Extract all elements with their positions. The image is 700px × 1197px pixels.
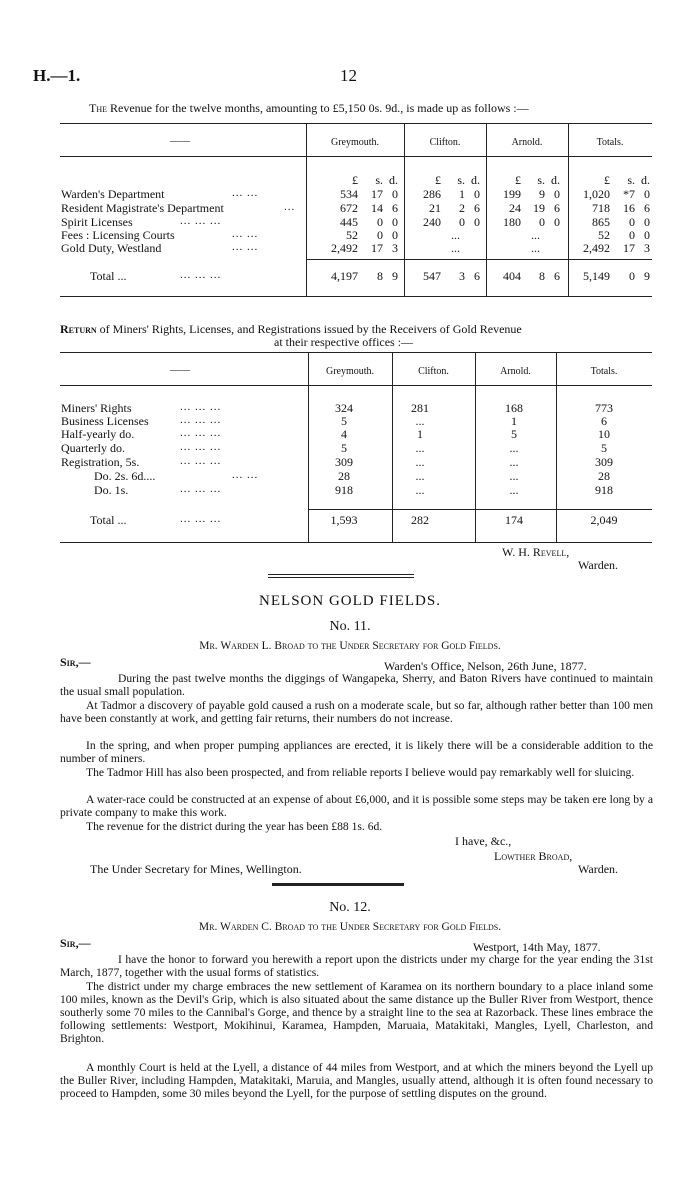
revell-signature: W. H. Revell, [502,545,570,559]
revenue-unit-label: £ [352,173,358,187]
miners-col-rule-2 [392,352,393,542]
revenue-cell: 17 [371,241,383,255]
no11-signer: Lowther Broad, [494,849,573,863]
miners-cell: ... [415,414,425,428]
miners-row-dots: ... ... ... [180,427,222,439]
revenue-cell: 52 [346,228,358,242]
revenue-total-rule [306,259,652,260]
miners-cell: 5 [511,427,517,441]
miners-cell: 10 [598,427,610,441]
document-reference: H.—1. [33,66,81,85]
miners-row-dots: ... ... ... [180,483,222,495]
revenue-cell: 9 [539,187,545,201]
revenue-total-dots: ... ... ... [180,269,222,281]
nelson-gold-fields-heading: NELSON GOLD FIELDS. [259,593,441,609]
revenue-cell: 0 [554,187,560,201]
miners-cell: 773 [595,401,613,415]
revenue-cell: 19 [533,201,545,215]
miners-col-clifton: Clifton. [418,366,449,377]
revenue-unit-label: d. [471,173,480,187]
revenue-row-label: Spirit Licenses [61,215,133,229]
revenue-total-cell: 0 [629,269,635,283]
revenue-cell: 0 [377,228,383,242]
miners-row-label: Business Licenses [61,414,149,428]
miners-cell: 918 [595,483,613,497]
revenue-cell: 2,492 [331,241,358,255]
no11-paragraph: The Tadmor Hill has also been prospected, and from reliable reports I believe would pay remarkably well for sluicing. [86,766,635,779]
miners-table-top-rule [60,352,652,353]
revenue-cell: ... [451,241,460,255]
revenue-unit-label: d. [551,173,560,187]
section-divider [268,577,414,578]
no11-signer-title: Warden. [578,862,619,876]
letter-divider [272,883,404,886]
revenue-row-label: Warden's Department [61,187,165,201]
page-number: 12 [340,66,357,85]
revenue-cell: 865 [592,215,610,229]
revenue-unit-label: s. [375,173,383,187]
no12-salutation: Sir,— [60,936,91,950]
revenue-cell: ... [451,228,460,242]
no11-paragraph: At Tadmor a discovery of payable gold caused a rush on a moderate scale, but so far, although rather better than 100 men have been constantly at work, and getting fair returns, their numbers do not increase. [60,699,653,725]
revenue-total-cell: 4,197 [331,269,358,283]
no12-dateline: Westport, 14th May, 1877. [473,940,601,954]
miners-row-label: Registration, 5s. [61,455,140,469]
no11-paragraph: In the spring, and when proper pumping appliances are erected, it is likely there will be a considerable addition to the number of miners. [60,739,653,765]
revenue-cell: 0 [392,215,398,229]
revenue-row-label: Resident Magistrate's Department [61,201,224,215]
revenue-cell: 24 [509,201,521,215]
revenue-cell: 1 [459,187,465,201]
revenue-cell: *7 [623,187,635,201]
miners-total-dots: ... ... ... [180,513,222,525]
revenue-total-cell: 547 [423,269,441,283]
no12-paragraph: A monthly Court is held at the Lyell, a distance of 44 miles from Westport, and at which the miners beyond the Lyell up the Buller River, including Hampden, Matakitaki, Maruia, and Mangles, usually attend, although it is often found necessary to proceed to Hampden, some 30 miles beyond the Lyell, for the purpose of settling disputes on the ground. [60,1061,653,1100]
revenue-cell: 199 [503,187,521,201]
revenue-cell: 445 [340,215,358,229]
miners-total-label: Total ... [90,513,127,527]
miners-col-totals: Totals. [590,366,618,377]
revenue-unit-label: d. [389,173,398,187]
miners-cell: ... [415,441,425,455]
miners-cell: 309 [335,455,353,469]
miners-total-cell: 282 [411,513,429,527]
miners-cell: ... [509,469,519,483]
revenue-intro [89,101,529,116]
miners-cell: ... [415,469,425,483]
revenue-row-dots: ... ... [232,228,259,240]
revenue-cell: 2 [459,201,465,215]
revenue-row-label: Fees : Licensing Courts [61,228,175,242]
miners-return-title-lead: Return [60,322,97,336]
miners-total-cell: 2,049 [590,513,618,527]
revell-title: Warden. [578,558,619,572]
revenue-unit-label: s. [627,173,635,187]
miners-cell: 5 [601,441,607,455]
revenue-intro-lead: The [89,101,107,115]
revenue-cell: 1,020 [583,187,610,201]
miners-header-rule [60,385,652,386]
miners-cell: ... [415,483,425,497]
revenue-cell: 0 [554,215,560,229]
revenue-cell: 16 [623,201,635,215]
miners-total-cell: 174 [505,513,523,527]
revenue-cell: 0 [474,187,480,201]
revenue-cell: 534 [340,187,358,201]
revenue-table-bottom-rule [60,296,652,297]
revenue-cell: 3 [392,241,398,255]
miners-cell: 4 [341,427,347,441]
no11-from-line: Mr. Warden L. Broad to the Under Secretary for Gold Fields. [199,640,501,652]
revenue-intro-text: Revenue for the twelve months, amounting to £5,150 0s. 9d., is made up as follows :— [107,101,529,115]
no11-salutation: Sir,— [60,655,91,669]
miners-cell: ... [509,483,519,497]
miners-cell: ... [509,441,519,455]
revenue-cell: 180 [503,215,521,229]
miners-cell: 281 [411,401,429,415]
miners-cell: 918 [335,483,353,497]
miners-row-dots: ... ... ... [180,401,222,413]
miners-cell: 168 [505,401,523,415]
revenue-cell: 6 [644,201,650,215]
revenue-row-dots: ... ... [232,187,259,199]
revenue-total-cell: 3 [459,269,465,283]
revenue-total-cell: 8 [539,269,545,283]
miners-cell: 5 [341,414,347,428]
revenue-cell: 0 [474,215,480,229]
miners-col-arnold: Arnold. [500,366,531,377]
miners-row-label: Miners' Rights [61,401,132,415]
revenue-cell: 0 [459,215,465,229]
miners-col-greymouth: Greymouth. [325,366,375,377]
miners-row-dots: ... ... ... [180,455,222,467]
miners-cell: 6 [601,414,607,428]
revenue-total-cell: 404 [503,269,521,283]
miners-cell: 28 [338,469,350,483]
revenue-cell: 21 [429,201,441,215]
section-divider [268,574,414,575]
miners-table-bottom-rule [60,542,652,543]
miners-cell: 309 [595,455,613,469]
miners-cell: ... [415,455,425,469]
no11-paragraph: The revenue for the district during the year has been £88 1s. 6d. [86,820,383,833]
miners-cell: ... [509,455,519,469]
miners-col-dash: —— [170,365,190,376]
revenue-col-clifton: Clifton. [429,137,461,148]
no11-recipient: The Under Secretary for Mines, Wellington. [90,862,302,876]
revenue-col-arnold: Arnold. [511,137,543,148]
no11-paragraph: During the past twelve months the diggings of Wangapeka, Sherry, and Baton Rivers have continued to maintain the usual small population. [60,672,653,698]
revenue-unit-label: £ [604,173,610,187]
revenue-table-top-rule [60,123,652,124]
revenue-col-rule-1 [306,123,307,296]
revenue-cell: 0 [539,215,545,229]
miners-row-label: Do. 1s. [94,483,129,497]
revenue-row-dots: ... ... ... [180,215,222,227]
revenue-cell: 17 [371,187,383,201]
revenue-cell: ... [531,241,540,255]
miners-return-title-line1: of Miners' Rights, Licenses, and Registrations issued by the Receivers of Gold Revenue [96,322,522,336]
no11-paragraph: A water-race could be constructed at an expense of about £6,000, and it is possible some steps may be taken ere long by a private company to make this work. [60,793,653,819]
revenue-cell: 286 [423,187,441,201]
revenue-unit-label: £ [435,173,441,187]
miners-cell: 1 [417,427,423,441]
revenue-col-dash: —— [170,136,190,147]
no12-paragraph: I have the honor to forward you herewith a report upon the districts under my charge for the year ending the 31st March, 1877, together with the usual forms of statistics. [60,953,653,979]
revenue-total-cell: 8 [377,269,383,283]
revenue-cell: 2,492 [583,241,610,255]
revenue-cell: 672 [340,201,358,215]
revenue-col-rule-4 [568,123,569,296]
revenue-unit-label: s. [537,173,545,187]
no12-number: No. 12. [329,900,371,915]
miners-cell: 5 [341,441,347,455]
miners-row-label: Quarterly do. [61,441,125,455]
revenue-cell: 0 [644,228,650,242]
revenue-cell: 0 [629,215,635,229]
revenue-col-greymouth: Greymouth. [330,137,380,148]
no12-from-line: Mr. Warden C. Broad to the Under Secretary for Gold Fields. [198,921,502,933]
revenue-cell: 0 [392,187,398,201]
revenue-cell: 52 [598,228,610,242]
revenue-col-totals: Totals. [596,137,624,148]
miners-total-rule [308,509,652,510]
revenue-row-dots: ... [284,201,296,213]
revenue-total-cell: 6 [554,269,560,283]
revenue-total-cell: 5,149 [583,269,610,283]
revenue-cell: 240 [423,215,441,229]
no11-number: No. 11. [329,619,371,634]
revenue-header-rule [60,156,652,157]
no12-paragraph: The district under my charge embraces the new settlement of Karamea on its northern boundary to a place inland some 100 miles, known as the Devil's Grip, which is also situated about the same distance up the Buller River from Westport, thence southerly some 70 miles to the Cannibal's Gorge, and thence by a straight line to the sea at Razorback. These lines embrace the following settlements: Westport, Mokihinui, Karamea, Hampden, Maruaia, Matakitaki, Mangles, Lyell, Charleston, and Brighton. [60,980,653,1045]
revenue-cell: 3 [644,241,650,255]
revenue-unit-label: s. [457,173,465,187]
revenue-total-cell: 9 [644,269,650,283]
revenue-cell: 0 [629,228,635,242]
revenue-unit-label: d. [641,173,650,187]
revenue-cell: 0 [377,215,383,229]
revenue-row-label: Gold Duty, Westland [61,241,162,255]
revenue-cell: 6 [392,201,398,215]
miners-row-label: Half-yearly do. [61,427,135,441]
miners-row-dots: ... ... ... [180,441,222,453]
miners-row-label: Do. 2s. 6d.... [94,469,156,483]
revenue-cell: 0 [644,215,650,229]
revenue-unit-label: £ [515,173,521,187]
revenue-total-label: Total ... [90,269,127,283]
miners-total-cell: 1,593 [330,513,358,527]
miners-col-rule-3 [475,352,476,542]
miners-return-title-line2: at their respective offices :— [274,335,414,349]
revenue-cell: 0 [392,228,398,242]
revenue-cell: 718 [592,201,610,215]
miners-cell: 324 [335,401,353,415]
revenue-cell: 6 [474,201,480,215]
miners-col-rule-1 [308,352,309,542]
revenue-cell: ... [531,228,540,242]
miners-cell: 1 [511,414,517,428]
miners-col-rule-4 [556,352,557,542]
no11-dateline: Warden's Office, Nelson, 26th June, 1877. [384,659,587,673]
revenue-cell: 17 [623,241,635,255]
revenue-cell: 0 [644,187,650,201]
no11-closing: I have, &c., [455,834,512,848]
miners-cell: 28 [598,469,610,483]
revenue-row-dots: ... ... [232,241,259,253]
revenue-cell: 6 [554,201,560,215]
miners-row-dots: ... ... ... [180,414,222,426]
revenue-cell: 14 [371,201,383,215]
revenue-total-cell: 6 [474,269,480,283]
revenue-total-cell: 9 [392,269,398,283]
miners-row-dots: ... ... [232,469,259,481]
